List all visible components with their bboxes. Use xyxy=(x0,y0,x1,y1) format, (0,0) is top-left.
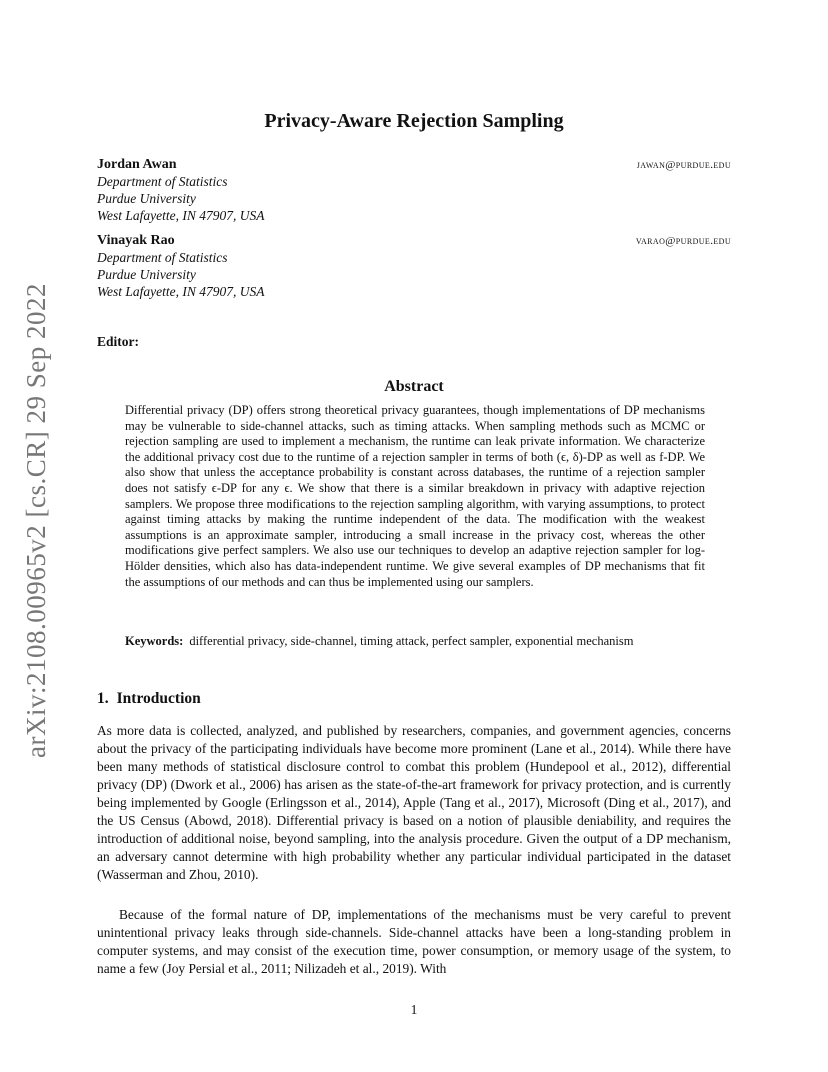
author-block-2 xyxy=(97,232,731,300)
page-number: 1 xyxy=(410,1002,418,1017)
author-email[interactable]: varao@purdue.edu xyxy=(635,235,731,247)
section-title: Introduction xyxy=(116,690,201,707)
section-heading xyxy=(97,690,201,708)
abstract-text: Differential privacy (DP) offers strong theoretical privacy guarantees, though implementations of DP mechanisms may be vulnerable to side-channel attacks, such as timing attacks. When sampling methods such as MCMC or rejection sampling are used to implement a mechanism, the runtime can leak private information. We characterize the additional privacy cost due to the runtime of a rejection sampler in terms of both (ϵ, δ)-DP as well as f-DP. We also show that unless the acceptance probability is constant across databases, the runtime of a rejection sampler does not satisfy ϵ-DP for any ϵ. We show that there is a similar breakdown in privacy with adaptive rejection samplers. We propose three modifications to the rejection sampling algorithm, with varying assumptions, to protect against timing attacks by making the runtime independent of the data. The modification with the weakest assumptions is an approximate sampler, introducing a small increase in the privacy cost, whereas the other modifications give perfect samplers. We also use our techniques to develop an adaptive rejection sampler for log-Hölder densities, which also has data-independent runtime. We give several examples of DP mechanisms that fit the assumptions of our methods and can thus be implemented using our samplers. xyxy=(125,403,705,589)
author-name: Vinayak Rao xyxy=(97,233,175,248)
author-location: West Lafayette, IN 47907, USA xyxy=(97,208,265,223)
arxiv-stamp xyxy=(10,282,62,758)
author-university: Purdue University xyxy=(97,191,196,206)
author-block-1 xyxy=(97,156,731,224)
arxiv-stamp-text: arXiv:2108.00965v2 [cs.CR] 29 Sep 2022 xyxy=(20,282,51,758)
author-name: Jordan Awan xyxy=(97,157,177,172)
keywords-text: differential privacy, side-channel, timing attack, perfect sampler, exponential mechanism xyxy=(189,634,634,648)
editor-label: Editor: xyxy=(97,334,139,349)
paper-title: Privacy-Aware Rejection Sampling xyxy=(264,110,564,132)
author-email[interactable]: jawan@purdue.edu xyxy=(636,159,731,171)
author-department: Department of Statistics xyxy=(97,174,228,189)
abstract-heading: Abstract xyxy=(384,378,444,395)
keywords xyxy=(125,634,705,650)
section-number: 1. xyxy=(97,690,109,707)
intro-paragraph-2: Because of the formal nature of DP, implementations of the mechanisms must be very careful to prevent unintentional privacy leaks through side-channels. Side-channel attacks have been a long-standing problem in computer systems, and may consist of the execution time, power consumption, or memory usage of the system, to name a few (Joy Persial et al., 2011; Nilizadeh et al., 2019). With xyxy=(97,907,731,976)
intro-paragraph-1: As more data is collected, analyzed, and published by researchers, companies, and government agencies, concerns about the privacy of the participating individuals have become more prominent (Lane et al., 2014). While there have been many methods of statistical disclosure control to combat this problem (Hundepool et al., 2012), differential privacy (DP) (Dwork et al., 2006) has arisen as the state-of-the-art framework for privacy protection, and is currently being implemented by Google (Erlingsson et al., 2014), Apple (Tang et al., 2017), Microsoft (Ding et al., 2017), and the US Census (Abowd, 2018). Differential privacy is based on a notion of plausible deniability, and requires the introduction of additional noise, beyond sampling, into the analysis procedure. Given the output of a DP mechanism, an adversary cannot determine with high probability whether any particular individual participated in the dataset (Wasserman and Zhou, 2010). xyxy=(97,723,731,882)
author-location: West Lafayette, IN 47907, USA xyxy=(97,284,265,299)
author-department: Department of Statistics xyxy=(97,250,228,265)
author-university: Purdue University xyxy=(97,267,196,282)
keywords-label: Keywords: xyxy=(125,634,184,648)
